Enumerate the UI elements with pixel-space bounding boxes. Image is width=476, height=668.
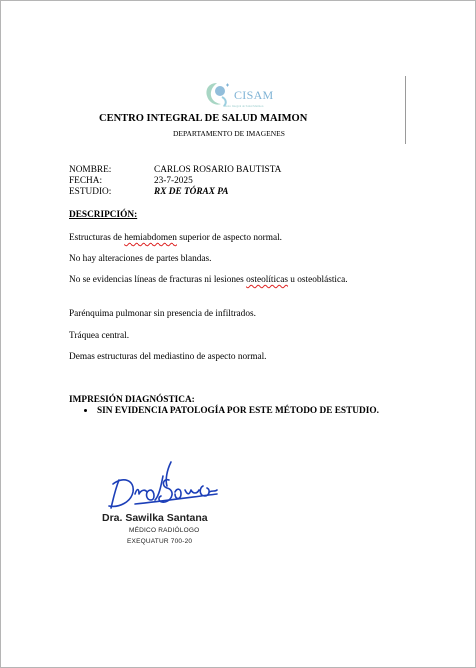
description-paragraph-4: Parénquima pulmonar sin presencia de infiltrados. (69, 309, 256, 319)
p3-spellcheck-word: osteolíticas (246, 275, 288, 285)
description-paragraph-5: Tráquea central. (69, 331, 130, 341)
handwritten-signature (105, 456, 223, 516)
date-value: 23-7-2025 (154, 176, 193, 186)
doctor-role: MÉDICO RADIÓLOGO (129, 527, 200, 534)
bullet-icon (84, 409, 87, 412)
doctor-exequatur: EXEQUATUR 700-20 (127, 538, 193, 545)
description-heading: DESCRIPCIÓN: (69, 210, 138, 220)
logo-text: CISAM (234, 88, 274, 102)
impression-heading: IMPRESIÓN DIAGNÓSTICA: (69, 395, 195, 405)
description-paragraph-2: No hay alteraciones de partes blandas. (69, 254, 212, 264)
department-name: DEPARTAMENTO DE IMAGENES (173, 129, 285, 138)
description-paragraph-1 (69, 232, 369, 244)
description-paragraph-3 (69, 274, 369, 286)
study-value: RX DE TÓRAX PA (154, 187, 229, 197)
p3-text-end: u osteoblástica. (287, 275, 348, 285)
margin-marker (405, 76, 406, 144)
p3-text-start: No se evidencias líneas de fracturas ni lesiones (69, 275, 247, 285)
organization-title: CENTRO INTEGRAL DE SALUD MAIMON (99, 113, 308, 124)
study-label: ESTUDIO: (69, 187, 112, 197)
doctor-name: Dra. Sawilka Santana (102, 512, 208, 524)
name-label: NOMBRE: (69, 165, 112, 175)
logo-subtext: Centro Integral de Salud Maimon (223, 104, 264, 108)
impression-item (84, 406, 379, 416)
date-label: FECHA: (69, 176, 103, 186)
name-value: CARLOS ROSARIO BAUTISTA (154, 165, 282, 175)
description-paragraph-6: Demas estructuras del mediastino de aspecto normal. (69, 352, 267, 362)
p1-text-start: Estructuras de (69, 233, 125, 243)
p1-text-end: superior de aspecto normal. (176, 233, 282, 243)
impression-item-text: SIN EVIDENCIA PATOLOGÍA POR ESTE MÉTODO DE ESTUDIO. (97, 406, 379, 416)
p1-spellcheck-word: hemiabdomen (124, 233, 177, 243)
cisam-logo (201, 79, 281, 113)
